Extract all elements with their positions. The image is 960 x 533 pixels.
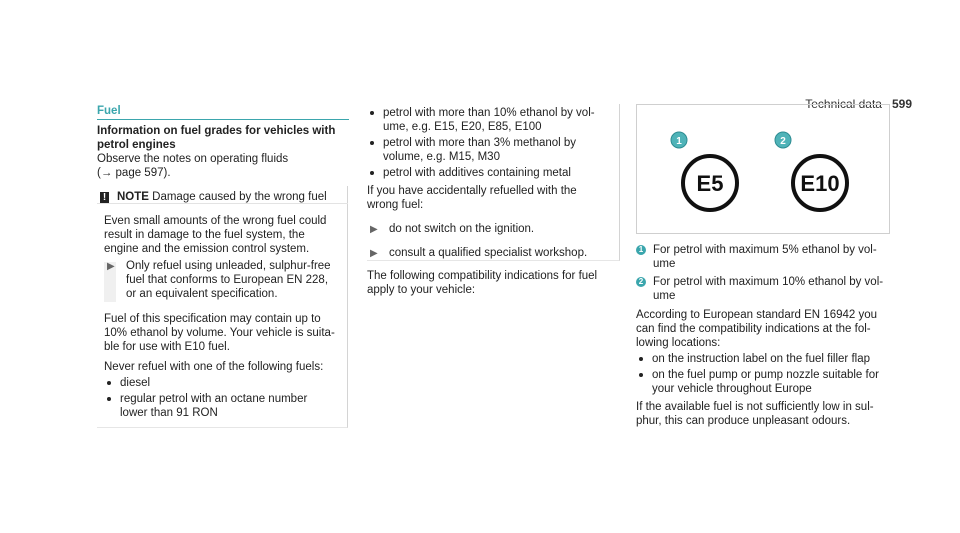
arrow-icon: ▶ [370,248,378,259]
left-intro [97,124,349,180]
list-item [636,368,896,396]
list-item [367,106,617,134]
text-line: Never refuel with one of the following fuels: [104,361,324,373]
text-line: on the fuel pump or pump nozzle suitable for [652,369,879,381]
arrow-icon: ▶ [370,224,378,235]
list-item [636,352,896,366]
text-line: For petrol with maximum 10% ethanol by vol- [653,276,884,288]
list-item [104,392,344,420]
fuel-list-continued [367,106,617,180]
text-line: can find the compatibility indications at the fol- [636,323,871,335]
caption-2 [636,275,896,303]
bullet-icon [639,357,643,361]
text-line: lowing locations: [636,337,721,349]
text-line: regular petrol with an octane number [120,393,308,405]
note-text: Damage caused by the wrong fuel [152,191,327,203]
page-number: 599 [891,97,912,111]
note-paragraph-1 [104,214,344,256]
text-line: do not switch on the ignition. [389,223,535,235]
text-line: lower than 91 RON [120,407,218,419]
bullet-icon [370,141,374,145]
bullet-icon [639,373,643,377]
header-section: Technical data [805,97,882,111]
marker-1-icon [671,132,687,148]
text-line: on the instruction label on the fuel filler flap [652,353,870,365]
text-line: or an equivalent specification. [126,288,278,300]
wrong-fuel-paragraph [367,184,617,212]
text-line: ume [653,290,676,302]
subheading-line-2: petrol engines [97,139,176,151]
text-line: petrol with more than 3% methanol by [383,137,577,149]
right-text [636,243,896,428]
bullet-icon [107,381,111,385]
bullet-icon [370,111,374,115]
compatibility-paragraph [367,269,617,297]
text-line: Even small amounts of the wrong fuel could [104,215,327,227]
text-line: If you have accidentally refuelled with the [367,185,577,197]
list-item [367,166,617,180]
instruction-step [367,246,617,260]
text-line: diesel [120,377,151,389]
text-line: consult a qualified specialist workshop. [389,247,588,259]
fuel-labels-graphic [637,105,889,233]
instruction-step [367,222,617,236]
text-line: fuel that conforms to European EN 228, [126,274,329,286]
text-line: Fuel of this specification may contain up to [104,313,321,325]
locations-list [636,352,896,396]
section-rule [97,119,349,120]
standard-paragraph [636,308,896,350]
sulphur-paragraph [636,400,896,428]
note-paragraph-3 [104,360,344,420]
text-line: The following compatibility indications for fuel [367,270,598,282]
section-title: Fuel [97,105,121,117]
text-line: For petrol with maximum 5% ethanol by vol- [653,244,877,256]
bullet-icon [370,171,374,175]
text-line: ume [653,258,676,270]
number-marker-icon: 1 [636,245,646,255]
warning-icon: ! [100,192,109,204]
text-line: petrol with additives containing metal [383,167,571,179]
text-line: result in damage to the fuel system, the [104,229,305,241]
text-line: wrong fuel: [367,199,424,211]
instruction-step [104,259,366,301]
text-line: volume, e.g. M15, M30 [383,151,500,163]
intro-link[interactable]: (→ page 597). [97,167,171,179]
text-line: If the available fuel is not sufficiently low in sul- [636,401,874,413]
note-heading [100,190,327,204]
note-divider [97,203,348,204]
text-line: your vehicle throughout Europe [652,383,812,395]
fuel-list [104,376,344,420]
marker-1-number: 1 [676,136,682,147]
text-line: According to European standard EN 16942 you [636,309,878,321]
e10-text: E10 [800,171,840,196]
text-line: apply to your vehicle: [367,284,476,296]
number-marker-icon: 2 [636,277,646,287]
text-line: engine and the emission control system. [104,243,310,255]
note-paragraph-2 [104,312,344,354]
text-line: Only refuel using unleaded, sulphur-free [126,260,331,272]
bullet-icon [107,397,111,401]
middle-list [367,106,617,260]
text-line: phur, this can produce unpleasant odours. [636,415,851,427]
text-line: ume, e.g. E15, E20, E85, E100 [383,121,542,133]
list-item [104,376,344,390]
caption-1 [636,243,896,271]
list-item [367,136,617,164]
marker-2-icon [775,132,791,148]
note-label: NOTE [117,191,149,203]
fuel-label-illustration [636,104,890,234]
text-line: ble for use with E10 fuel. [104,341,230,353]
text-line: 10% ethanol by volume. Your vehicle is suita- [104,327,335,339]
e10-label [793,156,847,210]
intro-line-1: Observe the notes on operating fluids [97,153,289,165]
marker-2-number: 2 [780,136,786,147]
subheading-line-1: Information on fuel grades for vehicles with [97,125,336,137]
arrow-icon: ▶ [107,261,115,272]
e5-text: E5 [696,171,724,196]
text-line: petrol with more than 10% ethanol by vol- [383,107,595,119]
e5-label [683,156,737,210]
